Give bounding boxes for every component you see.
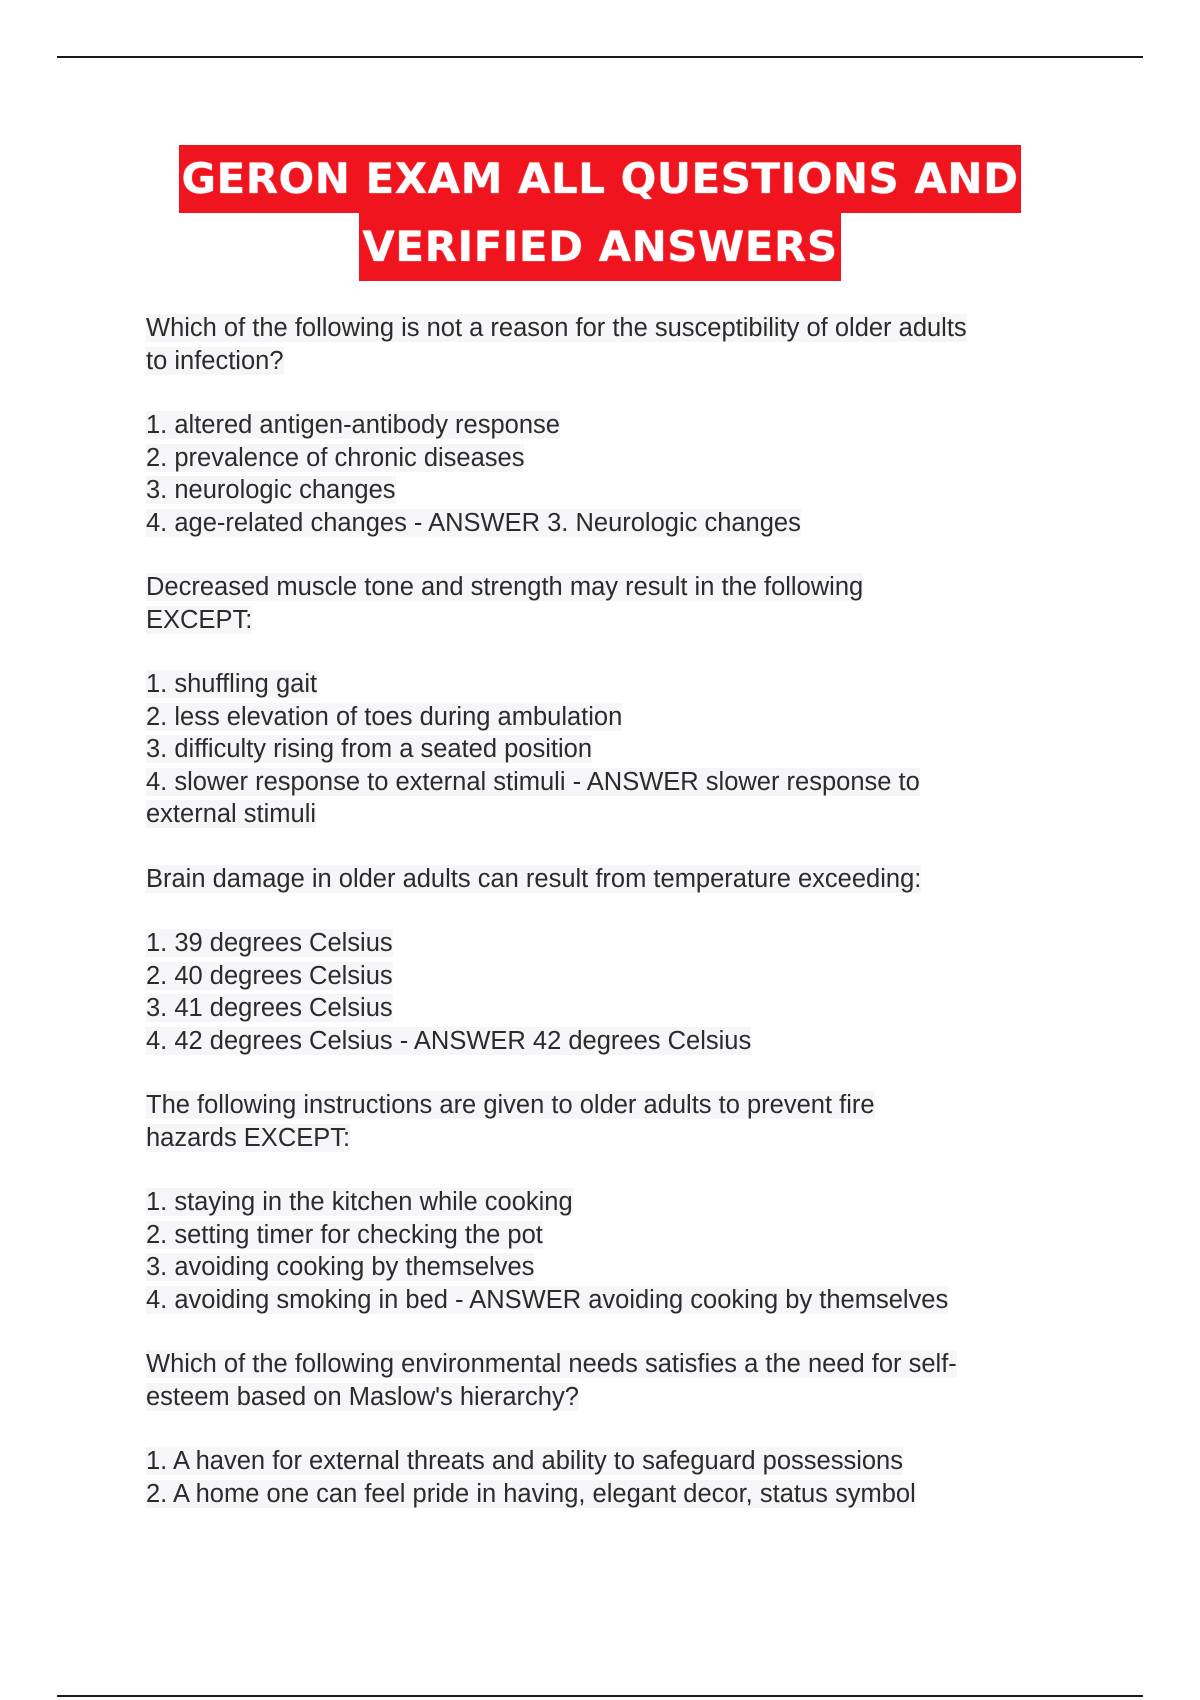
answer-option: 3. avoiding cooking by themselves (146, 1253, 535, 1281)
question-stem: EXCEPT: (146, 605, 253, 634)
question-block (146, 571, 1066, 831)
question-stem: Decreased muscle tone and strength may result in the following (146, 573, 864, 601)
question-block (146, 863, 1066, 1058)
answer-option: external stimuli (146, 800, 317, 828)
question-block (146, 1089, 1066, 1316)
answer-option: 2. A home one can feel pride in having, elegant decor, status symbol (146, 1479, 916, 1508)
answer-option: 1. 39 degrees Celsius (146, 929, 393, 957)
question-stem: hazards EXCEPT: (146, 1123, 351, 1152)
header-rule (57, 56, 1143, 58)
answer-option: 2. 40 degrees Celsius (146, 961, 393, 990)
footer-rule (57, 1695, 1143, 1697)
answer-option: 2. setting timer for checking the pot (146, 1220, 543, 1249)
question-stem: The following instructions are given to older adults to prevent fire (146, 1091, 875, 1119)
answer-option: 2. prevalence of chronic diseases (146, 443, 525, 472)
answer-option: 1. staying in the kitchen while cooking (146, 1188, 573, 1216)
answer-option: 4. avoiding smoking in bed - ANSWER avoiding cooking by themselves (146, 1285, 949, 1314)
question-list (146, 312, 1066, 1510)
question-stem: esteem based on Maslow's hierarchy? (146, 1382, 579, 1411)
answer-option: 2. less elevation of toes during ambulation (146, 702, 623, 731)
question-stem: to infection? (146, 346, 284, 375)
question-block (146, 312, 1066, 539)
question-stem: Which of the following is not a reason for the susceptibility of older adults (146, 314, 967, 342)
answer-option: 1. altered antigen-antibody response (146, 411, 560, 439)
answer-option: 1. shuffling gait (146, 670, 318, 698)
document-title (0, 145, 1200, 281)
answer-option: 3. neurologic changes (146, 476, 396, 504)
answer-option: 4. age-related changes - ANSWER 3. Neurologic changes (146, 508, 801, 537)
title-line-1: GERON EXAM ALL QUESTIONS AND (179, 145, 1022, 213)
answer-option: 1. A haven for external threats and ability to safeguard possessions (146, 1447, 903, 1475)
answer-option: 3. difficulty rising from a seated position (146, 735, 593, 763)
question-stem: Brain damage in older adults can result from temperature exceeding: (146, 864, 922, 893)
answer-option: 3. 41 degrees Celsius (146, 994, 393, 1022)
answer-option: 4. 42 degrees Celsius - ANSWER 42 degrees Celsius (146, 1026, 752, 1055)
question-stem: Which of the following environmental needs satisfies a the need for self- (146, 1350, 957, 1378)
answer-option: 4. slower response to external stimuli - ANSWER slower response to (146, 767, 920, 796)
question-block (146, 1348, 1066, 1510)
title-line-2: VERIFIED ANSWERS (359, 213, 840, 281)
